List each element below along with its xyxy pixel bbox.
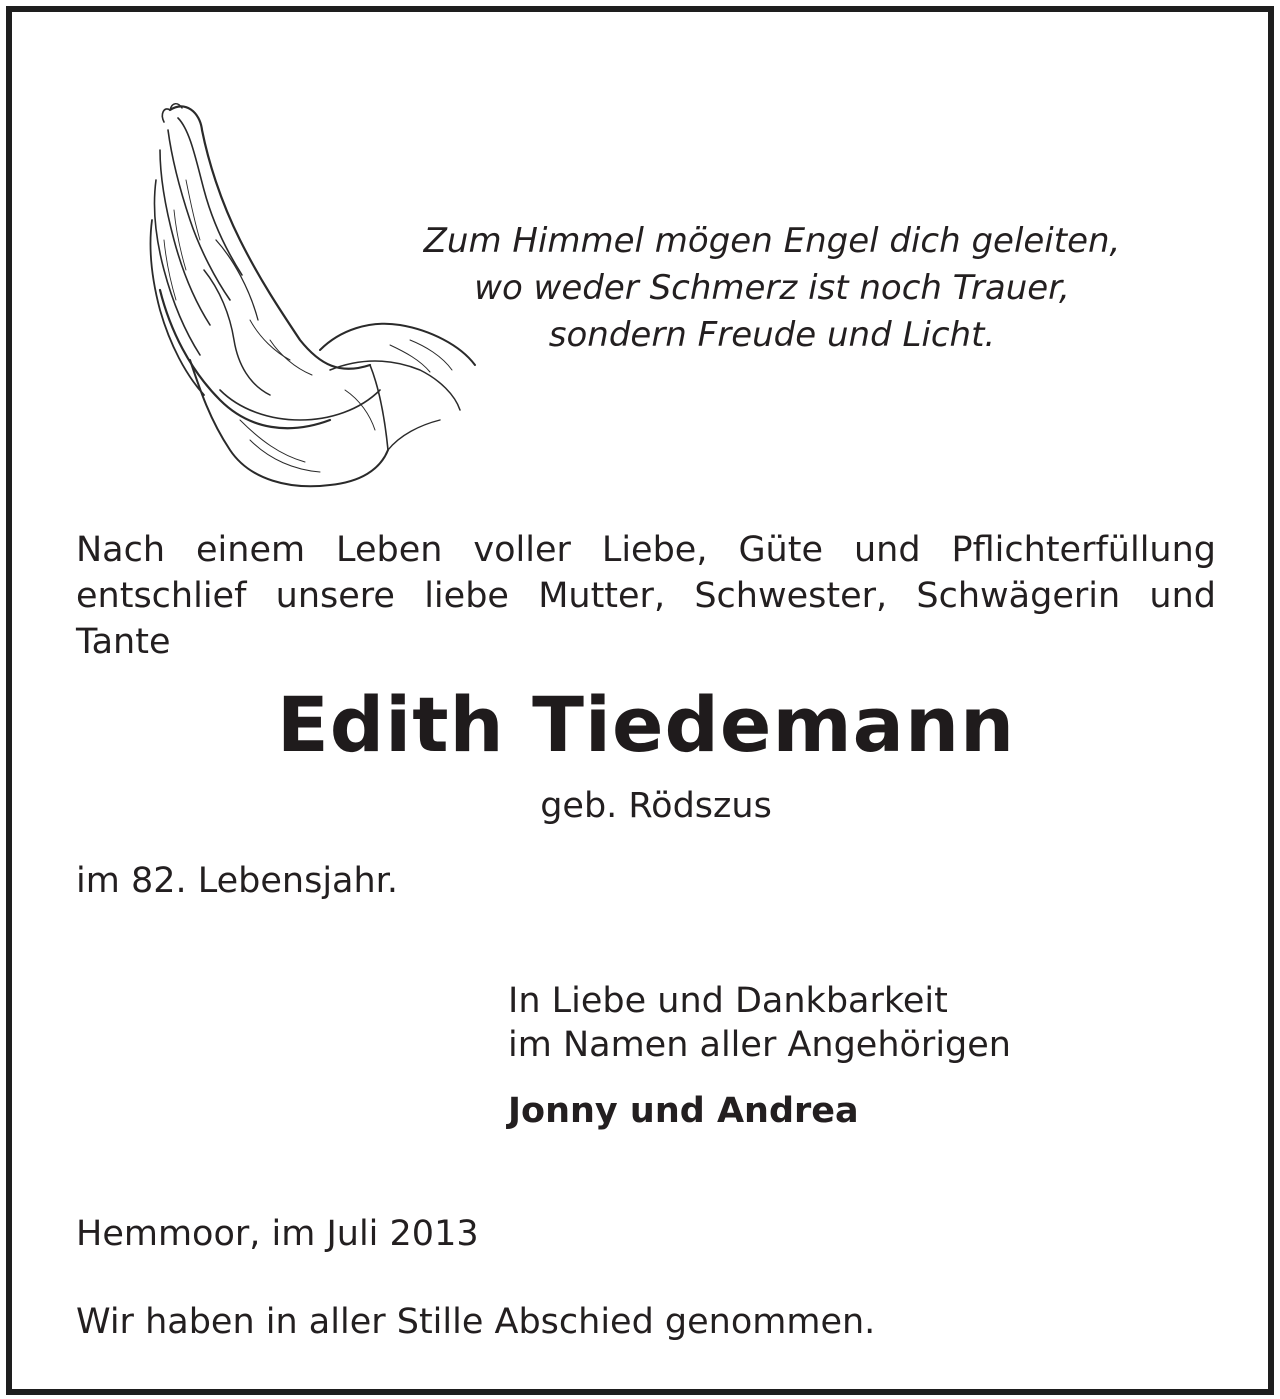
verse bbox=[392, 218, 1152, 359]
thanks-text bbox=[508, 979, 1011, 1067]
age-text: im 82. Lebensjahr. bbox=[76, 861, 398, 901]
maiden-name: geb. Rödszus bbox=[540, 786, 772, 826]
signers: Jonny und Andrea bbox=[508, 1091, 859, 1131]
thanks-line: In Liebe und Dankbarkeit bbox=[508, 981, 948, 1021]
obituary-frame bbox=[6, 6, 1274, 1395]
verse-line: Zum Himmel mögen Engel dich geleiten, bbox=[423, 221, 1121, 261]
thanks-line: im Namen aller Angehörigen bbox=[508, 1025, 1011, 1065]
intro-line: Tante bbox=[76, 622, 171, 662]
intro-line: entschlief unsere liebe Mutter, Schwester, Schwägerin und bbox=[76, 576, 1216, 616]
verse-line: wo weder Schmerz ist noch Trauer, bbox=[474, 268, 1070, 308]
deceased-name: Edith Tiedemann bbox=[276, 680, 1016, 769]
intro-paragraph bbox=[76, 527, 1216, 665]
closing-text: Wir haben in aller Stille Abschied genommen. bbox=[76, 1302, 876, 1342]
verse-line: sondern Freude und Licht. bbox=[548, 315, 996, 355]
intro-line: Nach einem Leben voller Liebe, Güte und Pflichterfüllung bbox=[76, 530, 1216, 570]
place-date: Hemmoor, im Juli 2013 bbox=[76, 1214, 479, 1254]
